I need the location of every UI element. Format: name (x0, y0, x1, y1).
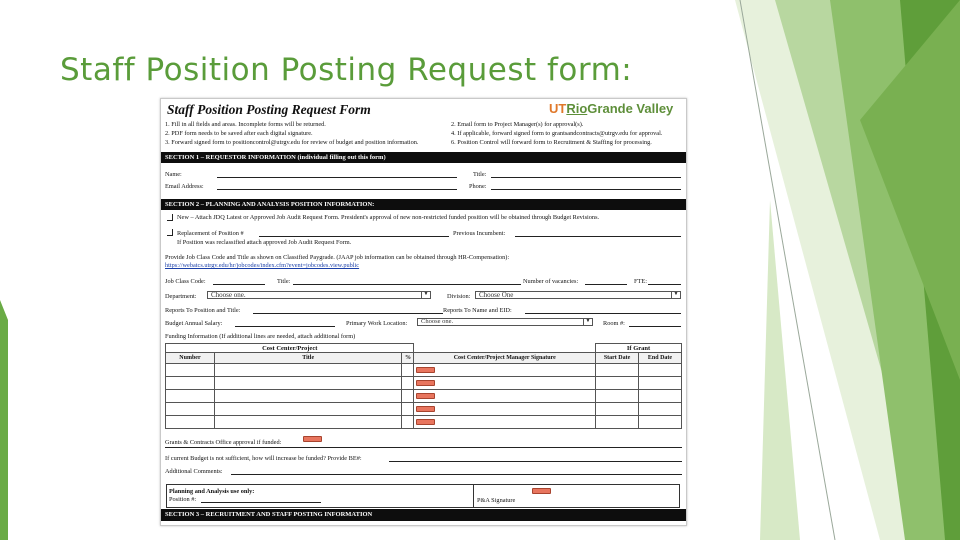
cost-center-table (165, 343, 682, 429)
fte-field[interactable] (648, 284, 681, 285)
phone-field[interactable] (491, 189, 681, 190)
insufficient-budget-label: If current Budget is not sufficient, how will increase be funded? Provide BE#: (165, 455, 362, 462)
reports-to-name-label: Reports To Name and EID: (443, 307, 512, 314)
previous-incumbent-label: Previous Incumbent: (453, 230, 506, 237)
instruction-right-2: 4. If applicable, forward signed form to grantsandcontracts@utrgv.edu for approval. (451, 130, 663, 137)
instruction-right-1: 2. Email form to Project Manager(s) for approval(s). (451, 121, 584, 128)
logo-rio: Rio (566, 101, 588, 116)
department-select[interactable] (207, 291, 431, 299)
pa-signature-label: P&A Signature (477, 497, 516, 504)
logo-rest: Grande Valley (587, 101, 674, 116)
grant-header-text: If Grant (626, 344, 651, 352)
phone-label: Phone: (469, 183, 487, 190)
name-field[interactable] (217, 177, 457, 178)
slide-title: Staff Position Posting Request form: (60, 52, 633, 88)
replacement-checkbox[interactable] (167, 229, 173, 236)
reports-to-field[interactable] (253, 313, 443, 314)
room-field[interactable] (629, 326, 681, 327)
table-row[interactable] (166, 390, 682, 403)
replacement-field[interactable] (259, 236, 449, 237)
left-green-strip (0, 300, 8, 540)
job-codes-link[interactable]: https://webatcs.utrgv.edu/hr/jobcodes/index.cfm?event=jobcodes.view.public (165, 262, 360, 269)
form-document (160, 98, 687, 526)
division-value: Choose One (479, 291, 514, 299)
logo-ut: UT (549, 101, 567, 116)
work-location-label: Primary Work Location: (346, 320, 408, 327)
insufficient-budget-field[interactable] (389, 461, 682, 462)
budget-salary-label: Budget Annual Salary: (165, 320, 223, 327)
signature-tag[interactable] (416, 367, 435, 373)
job-class-label: Job Class Code: (165, 278, 206, 285)
deco-shape-front (760, 200, 800, 540)
col-number: Number (166, 353, 215, 364)
group-header-text: Cost Center/Project (262, 344, 318, 352)
cost-center-group-header (166, 344, 414, 353)
department-value: Choose one. (211, 291, 246, 299)
table-row[interactable] (166, 403, 682, 416)
section3-header: SECTION 3 – RECRUITMENT AND STAFF POSTING INFORMATION (161, 509, 686, 521)
spacer-cell (414, 344, 596, 353)
title-field[interactable] (491, 177, 681, 178)
cost-table-header-row (166, 353, 682, 364)
name-label: Name: (165, 171, 182, 178)
planning-use-label: Planning and Analysis use only: (169, 488, 255, 495)
budget-salary-field[interactable] (235, 326, 335, 327)
comments-field[interactable] (231, 474, 682, 475)
grants-approval-field[interactable] (165, 447, 682, 448)
chevron-down-icon: ▼ (583, 319, 592, 325)
signature-tag[interactable] (416, 380, 435, 386)
instruction-left-1: 1. Fill in all fields and areas. Incomplete forms will be returned. (165, 121, 326, 128)
grants-approval-label: Grants & Contracts Office approval if funded: (165, 439, 282, 446)
previous-incumbent-field[interactable] (515, 236, 681, 237)
signature-tag[interactable] (416, 393, 435, 399)
chevron-down-icon: ▼ (671, 292, 680, 298)
col-start-date: Start Date (596, 353, 639, 364)
reclass-note: If Position was reclassified attach approved Job Audit Request Form. (177, 239, 352, 246)
department-label: Department: (165, 293, 197, 300)
new-position-label: New – Attach JDQ Latest or Approved Job Audit Request Form. President's approval of new non-restricted funded position will be obtained through Budget Revisions. (177, 214, 600, 221)
utrgv-logo (549, 101, 673, 116)
position-number-label: Position #: (169, 496, 197, 503)
instruction-left-2: 2. PDF form needs to be saved after each digital signature. (165, 130, 313, 137)
division-select[interactable] (475, 291, 681, 299)
section2-header: SECTION 2 – PLANNING AND ANALYSIS POSITION INFORMATION: (161, 199, 686, 210)
fte-label: FTE: (634, 278, 647, 285)
chevron-down-icon: ▼ (421, 292, 430, 298)
funding-note: Funding Information (If additional lines are needed, attach additional form) (165, 333, 356, 340)
col-signature: Cost Center/Project Manager Signature (414, 353, 596, 364)
work-location-select[interactable] (417, 318, 593, 326)
pa-signature-tag[interactable] (532, 488, 551, 494)
instruction-left-3: 3. Forward signed form to positioncontrol@utrgv.edu for review of budget and position information. (165, 139, 419, 146)
fund-note: Provide Job Class Code and Title as shown on Classified Paygrade. (JAAP job information can be obtained through HR-Compensation): (165, 254, 510, 261)
vacancies-field[interactable] (585, 284, 627, 285)
replacement-label: Replacement of Position # (177, 230, 244, 237)
planning-box (166, 484, 680, 508)
table-row[interactable] (166, 364, 682, 377)
col-end-date: End Date (639, 353, 682, 364)
new-position-checkbox[interactable] (167, 214, 173, 221)
division-label: Division: (447, 293, 471, 300)
table-row[interactable] (166, 377, 682, 390)
comments-label: Additional Comments: (165, 468, 223, 475)
job-title-field[interactable] (293, 284, 521, 285)
col-percent: % (402, 353, 414, 364)
form-title: Staff Position Posting Request Form (167, 102, 371, 117)
reports-to-label: Reports To Position and Title: (165, 307, 241, 314)
signature-tag[interactable] (416, 406, 435, 412)
vacancies-label: Number of vacancies: (523, 278, 579, 285)
signature-tag[interactable] (416, 419, 435, 425)
title-label: Title: (473, 171, 487, 178)
section1-header: SECTION 1 – REQUESTOR INFORMATION (individual filling out this form) (161, 152, 686, 163)
col-title: Title (214, 353, 402, 364)
job-title-label: Title: (277, 278, 291, 285)
room-label: Room #: (603, 320, 625, 327)
email-field[interactable] (217, 189, 457, 190)
instruction-right-3: 6. Position Control will forward form to Recruitment & Staffing for processing. (451, 139, 652, 146)
pa-signature-divider (473, 485, 474, 507)
work-location-value: Choose one. (421, 318, 454, 325)
table-row[interactable] (166, 416, 682, 429)
grants-signature-tag[interactable] (303, 436, 322, 442)
job-class-field[interactable] (213, 284, 265, 285)
reports-to-name-field[interactable] (525, 313, 681, 314)
email-label: Email Address: (165, 183, 204, 190)
grant-header (596, 344, 682, 353)
position-number-field[interactable] (201, 502, 321, 503)
